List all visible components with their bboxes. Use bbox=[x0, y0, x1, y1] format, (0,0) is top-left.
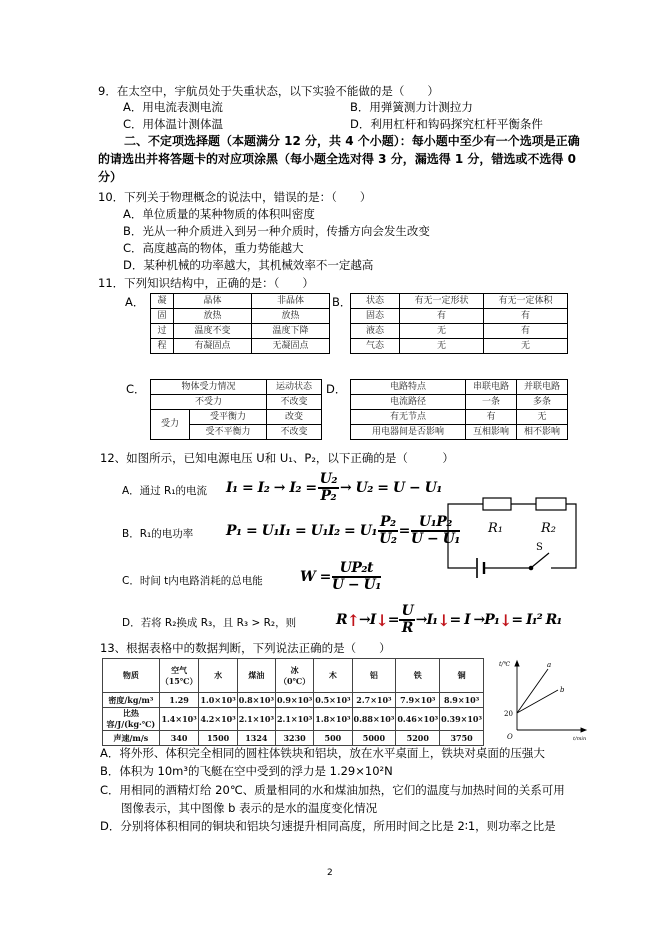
table-cell: 340 bbox=[159, 731, 199, 746]
formula-part: = bbox=[387, 612, 399, 628]
table-cell: 不改变 bbox=[267, 425, 322, 440]
line-b bbox=[517, 690, 558, 713]
table-cell: 0.5×10³ bbox=[314, 693, 352, 708]
table-cell: 有 bbox=[466, 410, 517, 425]
q11-table-b bbox=[350, 293, 568, 354]
table-cell: 500 bbox=[314, 731, 352, 746]
formula-part: I₁ = I₂ → I₂ = bbox=[226, 480, 317, 496]
table-cell: 8.9×10³ bbox=[440, 693, 484, 708]
fraction-numerator: UP₂t bbox=[332, 561, 381, 578]
formula-part: = I → bbox=[449, 612, 485, 628]
table-cell: 受不平衡力 bbox=[190, 425, 267, 440]
circuit-diagram bbox=[446, 480, 580, 580]
side-char: 程 bbox=[151, 339, 174, 354]
q13-option-d: D．分别将体积相同的铜块和铝块匀速提升相同高度，所用时间之比是 2∶1，则功率之比是 bbox=[100, 819, 556, 833]
q13-option-a: A．将外形、体积完全相同的圆柱体铁块和铝块，放在水平桌面上，铁块对桌面的压强大 bbox=[100, 746, 545, 760]
table-cell: 改变 bbox=[267, 410, 322, 425]
table-cell: 1324 bbox=[237, 731, 275, 746]
table-cell: 互相影响 bbox=[466, 425, 517, 440]
table-cell: 密度/kg/m³ bbox=[103, 693, 160, 708]
fraction-numerator: U₁P₂ bbox=[411, 515, 460, 532]
table-cell: 有 bbox=[484, 309, 568, 324]
table-cell: 有 bbox=[484, 324, 568, 339]
formula-fraction bbox=[378, 515, 398, 547]
table-cell: 1.8×10³ bbox=[314, 708, 352, 731]
table-header-cell: 铝 bbox=[352, 659, 396, 693]
down-arrow-icon: ↓ bbox=[498, 610, 512, 630]
temperature-time-graph bbox=[495, 652, 590, 742]
q11-label-b: B． bbox=[332, 295, 352, 309]
table-header-cell: 铜 bbox=[440, 659, 484, 693]
fraction-numerator: U₂ bbox=[319, 471, 337, 487]
q11-stem: 11．下列知识结构中，正确的是：（ ） bbox=[98, 276, 314, 290]
table-cell: 液态 bbox=[351, 324, 400, 339]
table-cell: 5000 bbox=[352, 731, 396, 746]
side-char: 过 bbox=[151, 324, 174, 339]
y-axis-label: t/℃ bbox=[499, 661, 511, 668]
start-temp-label: 20 bbox=[504, 710, 513, 718]
q12-option-c-label: C．时间 t内电路消耗的总电能 bbox=[122, 575, 263, 587]
r2-label: R₂ bbox=[541, 521, 556, 536]
q13-option-c-continued: 图像表示，其中图像 b 表示的是水的温度变化情况 bbox=[121, 801, 378, 815]
table-cell: 不受力 bbox=[151, 395, 267, 410]
side-char: 凝 bbox=[151, 294, 174, 309]
table-cell: 受力 bbox=[151, 410, 190, 440]
q9-option-c: C．用体温计测体温 bbox=[123, 117, 224, 131]
table-header-cell: 有无一定体积 bbox=[484, 294, 568, 309]
q12-stem: 12、如图所示，已知电源电压 U和 U₁、P₂，以下正确的是（ ） bbox=[100, 451, 454, 465]
q12-option-d-label: D．若将 R₂换成 R₃，且 R₃ > R₂，则 bbox=[122, 617, 297, 629]
table-cell: 0.9×10³ bbox=[275, 693, 313, 708]
x-axis-arrow-icon bbox=[581, 728, 586, 732]
table-cell: 温度不变 bbox=[174, 324, 252, 339]
q12-option-b-label: B．R₁的电功率 bbox=[122, 528, 194, 540]
q12-option-b-formula bbox=[226, 515, 461, 547]
formula-part: → U₂ = U − U₁ bbox=[339, 480, 442, 496]
table-header-cell: 铁 bbox=[396, 659, 440, 693]
fraction-numerator: P₂ bbox=[379, 514, 396, 530]
q10-option-d: D．某种机械的功率越大，其机械效率不一定越高 bbox=[123, 258, 374, 272]
y-axis-arrow-icon bbox=[515, 661, 519, 666]
table-cell: 多条 bbox=[517, 395, 568, 410]
table-cell: 无 bbox=[484, 339, 568, 354]
formula-part: P₁ bbox=[484, 612, 499, 628]
q10-option-a: A．单位质量的某种物质的体积叫密度 bbox=[123, 207, 315, 221]
up-arrow-icon: ↑ bbox=[346, 610, 360, 630]
table-cell: 0.39×10³ bbox=[440, 708, 484, 731]
table-cell: 2.1×10³ bbox=[275, 708, 313, 731]
table-cell: 放热 bbox=[252, 309, 330, 324]
down-arrow-icon: ↓ bbox=[437, 610, 450, 630]
circuit-wire bbox=[448, 510, 476, 568]
table-cell: 固态 bbox=[351, 309, 400, 324]
fraction-denominator: P₂ bbox=[320, 488, 337, 504]
q12-option-a-formula bbox=[226, 472, 442, 504]
q13-option-b: B．体积为 10m³的飞艇在空中受到的浮力是 1.29×10²N bbox=[100, 764, 393, 778]
section2-heading-line2: 的请选出并将答题卡的对应项涂黑（每小题全选对得 3 分，漏选得 1 分，错选或不选得 0 bbox=[98, 152, 576, 166]
q11-label-c: C． bbox=[126, 382, 146, 396]
q12-option-c-formula bbox=[300, 561, 382, 593]
q10-stem: 10．下列关于物理概念的说法中，错误的是：（ ） bbox=[98, 190, 372, 204]
section2-heading-line3: 分） bbox=[98, 170, 123, 184]
right-arrow-icon: → bbox=[359, 612, 370, 628]
table-cell: 放热 bbox=[174, 309, 252, 324]
q9-option-b: B．用弹簧测力计测拉力 bbox=[350, 100, 473, 114]
table-cell: 相不影响 bbox=[517, 425, 568, 440]
q9-option-a: A．用电流表测电流 bbox=[123, 100, 223, 114]
table-header-cell: 冰 （0℃） bbox=[275, 659, 313, 693]
formula-part: I₁ bbox=[426, 612, 438, 628]
table-cell: 无 bbox=[517, 410, 568, 425]
q11-label-d: D． bbox=[326, 382, 347, 396]
resistor-r2 bbox=[536, 498, 566, 510]
table-header-cell: 水 bbox=[199, 659, 237, 693]
table-cell: 无 bbox=[400, 324, 484, 339]
table-cell: 2.7×10³ bbox=[352, 693, 396, 708]
table-cell: 4.2×10³ bbox=[199, 708, 237, 731]
table-header-cell: 有无一定形状 bbox=[400, 294, 484, 309]
line-b-label: b bbox=[560, 686, 565, 694]
table-header-cell: 电路特点 bbox=[351, 380, 466, 395]
formula-part: R bbox=[336, 612, 347, 628]
line-a bbox=[517, 669, 548, 713]
table-cell: 2.1×10³ bbox=[237, 708, 275, 731]
table-cell: 1500 bbox=[199, 731, 237, 746]
table-header-cell: 煤油 bbox=[237, 659, 275, 693]
table-cell: 5200 bbox=[396, 731, 440, 746]
table-cell: 无 bbox=[400, 339, 484, 354]
table-cell: 电流路径 bbox=[351, 395, 466, 410]
q11-table-c bbox=[150, 379, 322, 440]
formula-fraction bbox=[399, 604, 414, 636]
table-header-cell: 并联电路 bbox=[517, 380, 568, 395]
fraction-denominator: U − U₁ bbox=[410, 531, 460, 547]
down-arrow-icon: ↓ bbox=[375, 610, 388, 630]
circuit-wire bbox=[448, 504, 483, 510]
table-header-cell: 物质 bbox=[103, 659, 160, 693]
fraction-numerator: U bbox=[401, 603, 413, 619]
table-cell: 有无节点 bbox=[351, 410, 466, 425]
table-cell: 一条 bbox=[466, 395, 517, 410]
q13-data-table bbox=[102, 658, 484, 746]
right-arrow-icon: → bbox=[415, 612, 427, 628]
table-header-cell: 空气 （15℃） bbox=[159, 659, 199, 693]
formula-fraction bbox=[318, 472, 339, 504]
table-cell: 温度下降 bbox=[252, 324, 330, 339]
q9-stem: 9．在太空中，宇航员处于失重状态，以下实验不能做的是（ ） bbox=[98, 84, 439, 98]
section2-heading-line1: 二、不定项选择题（本题满分 12 分，共 4 个小题）：每小题中至少有一个选项是正确 bbox=[124, 134, 580, 148]
table-cell: 1.0×10³ bbox=[199, 693, 237, 708]
table-cell: 3750 bbox=[440, 731, 484, 746]
side-char: 固 bbox=[151, 309, 174, 324]
switch-label: S bbox=[536, 542, 543, 553]
x-axis-label: t/min bbox=[573, 736, 587, 742]
table-cell: 7.9×10³ bbox=[396, 693, 440, 708]
formula-fraction bbox=[332, 561, 381, 593]
table-cell: 有凝固点 bbox=[174, 339, 252, 354]
origin-label: O bbox=[507, 733, 513, 741]
r1-label: R₁ bbox=[488, 521, 503, 536]
table-cell: 无凝固点 bbox=[252, 339, 330, 354]
line-a-label: a bbox=[547, 661, 552, 669]
table-cell: 0.8×10³ bbox=[237, 693, 275, 708]
q11-table-a bbox=[150, 293, 330, 354]
switch-pivot bbox=[529, 566, 534, 571]
q11-table-d bbox=[350, 379, 568, 440]
formula-part: I bbox=[369, 612, 376, 628]
table-cell: 气态 bbox=[351, 339, 400, 354]
formula-part: = bbox=[398, 523, 410, 539]
q11-label-a: A． bbox=[125, 295, 145, 309]
table-cell: 1.4×10³ bbox=[159, 708, 199, 731]
fraction-denominator: R bbox=[401, 620, 413, 636]
q12-option-a-label: A．通过 R₁的电流 bbox=[122, 485, 208, 497]
table-cell: 3230 bbox=[275, 731, 313, 746]
circuit-wire bbox=[551, 504, 576, 568]
resistor-r1 bbox=[483, 498, 511, 510]
table-cell: 0.46×10³ bbox=[396, 708, 440, 731]
table-cell: 有 bbox=[400, 309, 484, 324]
formula-part: P₁ = U₁I₁ = U₁I₂ = U₁ bbox=[226, 523, 377, 539]
table-header-cell: 串联电路 bbox=[466, 380, 517, 395]
table-header-cell: 非晶体 bbox=[252, 294, 330, 309]
fraction-denominator: U₂ bbox=[379, 531, 397, 547]
table-cell: 用电器间是否影响 bbox=[351, 425, 466, 440]
q9-option-d: D．利用杠杆和钩码探究杠杆平衡条件 bbox=[350, 117, 543, 131]
q13-option-c: C．用相同的酒精灯给 20℃、质量相同的水和煤油加热，它们的温度与加热时间的关系可用 bbox=[100, 783, 565, 797]
table-cell: 不改变 bbox=[267, 395, 322, 410]
q12-option-d-formula bbox=[336, 604, 561, 636]
table-cell: 比热容/J/(kg·℃) bbox=[103, 708, 160, 731]
q13-stem: 13、根据表格中的数据判断，下列说法正确的是（ ） bbox=[100, 641, 391, 655]
switch-lever bbox=[532, 553, 549, 567]
formula-part: = I₁² R₁ bbox=[511, 612, 562, 628]
table-cell: 1.29 bbox=[159, 693, 199, 708]
table-header-cell: 物体受力情况 bbox=[151, 380, 267, 395]
table-cell: 声速/m/s bbox=[103, 731, 160, 746]
page-number: 2 bbox=[327, 868, 333, 878]
fraction-denominator: U − U₁ bbox=[331, 577, 381, 593]
formula-part: W = bbox=[300, 569, 331, 585]
table-header-cell: 木 bbox=[314, 659, 352, 693]
table-cell: 0.88×10³ bbox=[352, 708, 396, 731]
table-cell: 受平衡力 bbox=[190, 410, 267, 425]
table-header-cell: 晶体 bbox=[174, 294, 252, 309]
q10-option-c: C．高度越高的物体，重力势能越大 bbox=[123, 241, 304, 255]
table-header-cell: 运动状态 bbox=[267, 380, 322, 395]
table-header-cell: 状态 bbox=[351, 294, 400, 309]
q10-option-b: B．光从一种介质进入到另一种介质时，传播方向会发生改变 bbox=[123, 224, 430, 238]
